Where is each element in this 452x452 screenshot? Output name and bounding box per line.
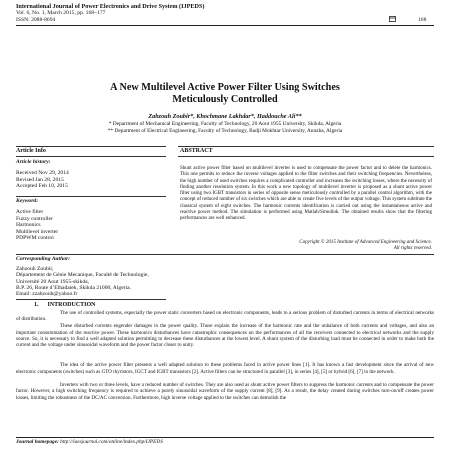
keyword-item: PDPWM control [16, 235, 54, 242]
keyword-heading: Keyword: [16, 198, 39, 204]
abstract-mid-rule [178, 156, 434, 157]
corresponding-heading: Corresponding Author: [16, 256, 71, 262]
keyword-rule [16, 196, 166, 197]
authors: Zahzouh Zoubir*, Khochmane Lakhdar*, Haddouche Ali** [148, 113, 302, 120]
issn: ISSN: 2088-8694 [16, 16, 56, 23]
journal-footer [16, 439, 163, 445]
history-revised: Revised Jan 28, 2015 [16, 176, 64, 183]
copyright: Copyright © 2015 Institute of Advanced Engineering and Science. [299, 240, 432, 245]
keyword-item: Multilevel inverter [16, 228, 59, 235]
corresponding-email[interactable]: Email: zzahzouh@yahoo.fr [16, 291, 78, 298]
intro-paragraph-1: The use of controlled systems, especially the power static converters based on electronic components, leads to a serious problem of disturbed currents in terms of electrical networks of distribution. [16, 310, 434, 323]
corresponding-rule [16, 254, 434, 255]
abstract-heading: ABSTRACT [180, 148, 213, 154]
intro-paragraph-3: The idea of the active power filter presents a well adapted solution to these problems faced in active power lines [1]. It has known a fast development since the arrival of new electronic components (switches) such as GTO thyristors, IGCT and IGBT transistors [2]. Active filters can be structured in parallel [3], in series [4], [5] or hybrid [6], [7] in the network. [16, 362, 434, 375]
intro-paragraph-2: These disturbed currents engender damages in the power quality. Those explain the increase of the harmonic rate and the unbalance of both currents and voltages, and also an important consummation of the reactive power. These harmonics disturbances have catastrophic consequences on the performances of all the receivers connected to electrical networks and the supply source. So, it is necessary to find a well adapted solution permitting to decrease these disturbances at the lowest level. A shunt system of the disturbing load must be connected in order to make both the current and the voltage under sinusoidal waveform and the power factor closer to unity. [16, 323, 434, 349]
corresponding-line: B.P. 26, Route d’Elhadaiek, Skikda 21000, Algeria. [16, 284, 131, 291]
introduction-heading: 1. INTRODUCTION [34, 302, 96, 308]
paper-title [16, 82, 434, 106]
title-line-1: A New Multilevel Active Power Filter Using Switches [110, 82, 340, 93]
journal-icon [389, 16, 396, 22]
page-number: 168 [418, 16, 427, 23]
volume-issue: Vol. 6, No. 1, March 2015, pp. 168~177 [16, 10, 106, 16]
keyword-item: Harmonics [16, 222, 41, 229]
corresponding-line: Université 20 Aout 1955-skikda, [16, 278, 90, 285]
homepage-link[interactable]: http://iaesjournal.com/online/index.php/IJPEDS [60, 439, 163, 445]
footer-rule [16, 437, 434, 438]
journal-name: International Journal of Power Electronics and Drive System (IJPEDS) [16, 3, 205, 10]
affiliation-2: ** Department of Electrical Engineering, Faculty of Technology, Badji Mokhtar University, Annaba, Algeria [107, 128, 343, 134]
corresponding-end-rule [16, 299, 166, 300]
history-accepted: Accepted Feb 10, 2015 [16, 183, 68, 190]
history-received: Received Nov 29, 2014 [16, 170, 69, 176]
copyright-rights: All rights reserved. [393, 246, 432, 252]
homepage-label: Journal homepage: [16, 439, 59, 445]
history-heading: Article history: [16, 159, 51, 165]
header-rule [16, 25, 434, 26]
corresponding-line: Zahzouh Zoubir, [16, 266, 54, 272]
intro-paragraph-4: Inverters with two or three levels, have a reduced number of switches. They are also used as shunt active power filters to suppress the harmonic currents and to compensate the power factor. However, a high switching frequency is required to achieve a purely sinusoidal waveform of the supply current [8], [9]. As a result, the delay created during switches turn-on/off creates power losses, limiting the robustness of the DC/AC conversion. Furthermore, high inverse voltage applied to the switches can demolish the [16, 382, 434, 401]
keyword-item: Active filter [16, 209, 44, 215]
info-top-rule [16, 146, 166, 147]
title-line-2: Meticulously Controlled [172, 94, 278, 105]
keyword-item: Fuzzy controller [16, 215, 53, 222]
abstract-text: Shunt active power filter based on multilevel inverter is used to compensate the power factor and to delete the harmonics. This one permits to reduce the inverse voltages applied to the filter switches and their switching frequencies. Nevertheless, the high number of used switches requires a complicated controller and increases the switching losses, where the necessity of finding another resolution system. In this work a new topology of multilevel inverter is proposed as a shunt active power filter using two IGBT transistors in series of opposite sense meticulously controlled by a parallel control algorithm, with the concept of reduced number of six switches which are able to create five levels of the output voltage. This system subtitute the classical system of eight switches. The harmonic currents identification is carried out using the instantaneous active and reactive power method. The simulation is performed using Matlab/Simulink. The obtained results show that the filtering performances are well enhanced. [180, 166, 432, 222]
abstract-top-rule [178, 146, 434, 147]
article-info-heading: Article Info [16, 148, 46, 154]
affiliation-1: * Department of Mechanical Engineering, Faculty of Technology, 20 Aout 1955 University, Skikda, Algeria [108, 121, 342, 127]
info-mid-rule [16, 156, 166, 157]
corresponding-line: Département de Génie Mecanique, Faculté de Technologie, [16, 272, 149, 279]
